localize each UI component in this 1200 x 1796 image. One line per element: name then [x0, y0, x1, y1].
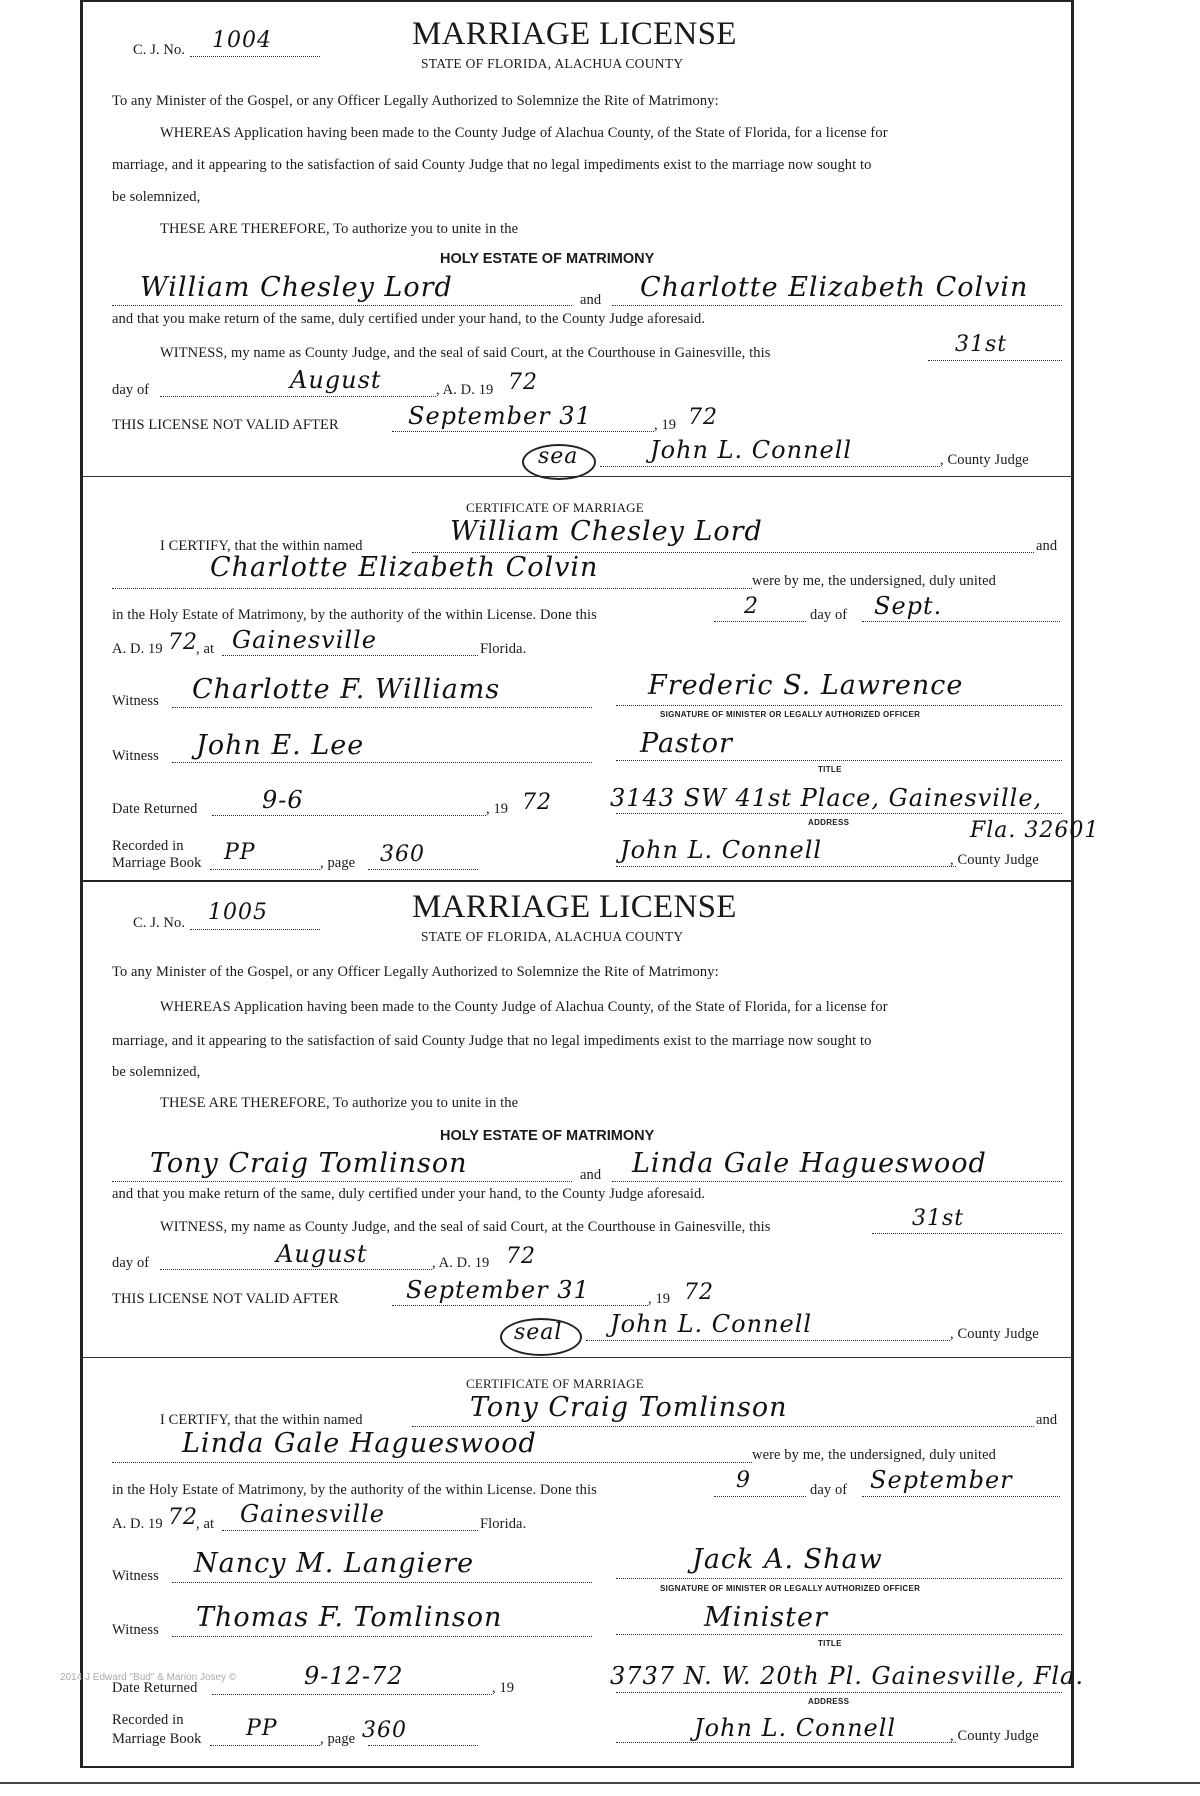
cert-bride-line: [112, 588, 752, 589]
at-label: , at: [196, 641, 215, 657]
address-caption: ADDRESS: [808, 1697, 850, 1706]
witness-day-line: [928, 360, 1062, 361]
judge-signature-2: John L. Connell: [620, 836, 823, 864]
not-valid-label: THIS LICENSE NOT VALID AFTER: [112, 1291, 339, 1307]
ad-year-2: 72: [168, 630, 198, 655]
ad-label-2: A. D. 19: [112, 1516, 163, 1532]
witness-county-line: WITNESS, my name as County Judge, and the seal of said Court, at the Courthouse in Gainesville, this: [160, 345, 771, 361]
day-of-label-2: day of: [810, 1482, 848, 1498]
dr-year: 72: [522, 790, 552, 815]
place-line: [222, 655, 478, 656]
book-page: 360: [362, 1718, 407, 1743]
witness-day: 31st: [955, 332, 1008, 357]
title-caption: TITLE: [818, 765, 842, 774]
officer-address-line: [616, 1692, 1062, 1693]
marriage-book-label: Marriage Book: [112, 855, 202, 871]
certify-label: I CERTIFY, that the within named: [160, 538, 363, 554]
witness-1-label: Witness: [112, 693, 159, 709]
not-valid-date: September 31: [408, 402, 592, 430]
officer-title-line: [616, 1634, 1062, 1635]
judge-sig-line-2: [616, 1742, 956, 1743]
florida-label: Florida.: [480, 1516, 527, 1532]
done-month-line: [862, 621, 1060, 622]
united-text: were by me, the undersigned, duly united: [752, 1447, 996, 1463]
license-year: 72: [506, 1244, 536, 1269]
marriage-book-label: Marriage Book: [112, 1731, 202, 1747]
month-line: [160, 396, 436, 397]
done-day: 9: [736, 1468, 751, 1493]
therefore-line: THESE ARE THEREFORE, To authorize you to unite in the: [160, 221, 519, 237]
done-month: September: [870, 1466, 1013, 1494]
witness-county-line: WITNESS, my name as County Judge, and the seal of said Court, at the Courthouse in Gainesville, this: [160, 1219, 771, 1235]
county-judge-label-2: , County Judge: [950, 852, 1039, 868]
cj-label: C. J. No.: [133, 42, 186, 58]
ad-label: , A. D. 19: [432, 1255, 490, 1271]
holy-estate-done-line: in the Holy Estate of Matrimony, by the authority of the within License. Done this: [112, 607, 597, 623]
marriage-book: PP: [246, 1716, 278, 1741]
recorded-in-label: Recorded in: [112, 838, 184, 854]
not-valid-label: THIS LICENSE NOT VALID AFTER: [112, 417, 339, 433]
title-caption: TITLE: [818, 1639, 842, 1648]
done-day-line: [714, 1496, 806, 1497]
witness-2-line: [172, 1636, 592, 1637]
marriage-book: PP: [224, 840, 256, 865]
officer-address-2: Fla. 32601: [970, 818, 1100, 843]
groom-line: [112, 1181, 572, 1182]
license-title: MARRIAGE LICENSE: [412, 16, 737, 52]
top-border: [83, 0, 1071, 2]
witness-2-signature: Thomas F. Tomlinson: [196, 1602, 503, 1633]
page-line: [368, 869, 478, 870]
holy-estate-heading: HOLY ESTATE OF MATRIMONY: [440, 251, 655, 267]
date-returned-label: Date Returned: [112, 801, 198, 817]
seal-text: seal: [514, 1320, 563, 1345]
witness-1-signature: Charlotte F. Williams: [192, 674, 501, 705]
witness-1-line: [172, 707, 592, 708]
judge-signature: John L. Connell: [610, 1310, 813, 1338]
officer-title: Minister: [704, 1602, 828, 1633]
cj-number: 1005: [208, 900, 268, 925]
certify-label: I CERTIFY, that the within named: [160, 1412, 363, 1428]
cert-and: and: [1036, 538, 1058, 554]
officer-title-line: [616, 760, 1062, 761]
copyright-watermark: 2014 J Edward "Bud" & Marion Josey ©: [60, 1672, 237, 1683]
judge-sig-line: [586, 1340, 950, 1341]
dr-year-prefix: , 19: [486, 801, 509, 817]
page-line: [368, 1745, 478, 1746]
whereas-line-1: WHEREAS Application having been made to the County Judge of Alachua County, of the State of Florida, for a license for: [160, 999, 888, 1015]
day-of-label: day of: [112, 1255, 150, 1271]
page-label: , page: [320, 1731, 356, 1747]
cj-label: C. J. No.: [133, 915, 186, 931]
at-label: , at: [196, 1516, 215, 1532]
witness-2-signature: John E. Lee: [196, 730, 365, 761]
cert-bride-name: Charlotte Elizabeth Colvin: [210, 552, 599, 583]
page-label: , page: [320, 855, 356, 871]
judge-signature-2: John L. Connell: [694, 1714, 897, 1742]
done-day: 2: [744, 594, 759, 619]
cert-and: and: [1036, 1412, 1058, 1428]
whereas-line-3: be solemnized,: [112, 1064, 201, 1080]
not-valid-line: [392, 431, 654, 432]
seal-text: sea: [538, 444, 579, 469]
not-valid-date: September 31: [406, 1276, 590, 1304]
not-valid-line: [392, 1305, 648, 1306]
marriage-place: Gainesville: [232, 626, 377, 654]
book-line: [210, 869, 320, 870]
license-title: MARRIAGE LICENSE: [412, 889, 737, 925]
done-month-line: [862, 1496, 1060, 1497]
witness-2-label: Witness: [112, 748, 159, 764]
not-valid-year-prefix: , 19: [648, 1291, 671, 1307]
witness-1-signature: Nancy M. Langiere: [194, 1548, 475, 1579]
officer-sig-line: [616, 1578, 1062, 1579]
united-text: were by me, the undersigned, duly united: [752, 573, 996, 589]
page-bottom-line: [0, 1782, 1200, 1784]
whereas-line-2: marriage, and it appearing to the satisfaction of said County Judge that no legal impediments exist to the marriage now sought to: [112, 157, 872, 173]
date-returned-line: [212, 1694, 492, 1695]
florida-label: Florida.: [480, 641, 527, 657]
officer-sig-line: [616, 705, 1062, 706]
officer-title: Pastor: [640, 728, 733, 759]
place-line: [222, 1530, 478, 1531]
groom-name: William Chesley Lord: [140, 272, 453, 303]
holy-estate-done-line: in the Holy Estate of Matrimony, by the authority of the within License. Done this: [112, 1482, 597, 1498]
done-day-line: [714, 621, 806, 622]
certificate-title: CERTIFICATE OF MARRIAGE: [466, 500, 644, 515]
book-page: 360: [380, 842, 425, 867]
address-line: To any Minister of the Gospel, or any Officer Legally Authorized to Solemnize the Rite of Matrimony:: [112, 93, 719, 109]
witness-day: 31st: [912, 1206, 965, 1231]
cert-groom-name: Tony Craig Tomlinson: [470, 1392, 788, 1423]
ad-label-2: A. D. 19: [112, 641, 163, 657]
not-valid-year: 72: [684, 1280, 714, 1305]
not-valid-year: 72: [688, 405, 718, 430]
county-judge-label: , County Judge: [940, 452, 1029, 468]
whereas-line-3: be solemnized,: [112, 189, 201, 205]
judge-sig-line: [600, 466, 940, 467]
not-valid-year-prefix: , 19: [654, 417, 677, 433]
cert-groom-name: William Chesley Lord: [450, 516, 763, 547]
officer-address-line: [616, 813, 1062, 814]
ad-year-2: 72: [168, 1505, 198, 1530]
officer-caption: SIGNATURE OF MINISTER OR LEGALLY AUTHORIZED OFFICER: [660, 710, 921, 719]
holy-estate-heading: HOLY ESTATE OF MATRIMONY: [440, 1128, 655, 1144]
license-separator: [83, 880, 1071, 882]
officer-address: 3143 SW 41st Place, Gainesville,: [610, 784, 1043, 812]
marriage-place: Gainesville: [240, 1500, 385, 1528]
license-subtitle: STATE OF FLORIDA, ALACHUA COUNTY: [421, 56, 684, 71]
judge-signature: John L. Connell: [650, 436, 853, 464]
county-judge-label: , County Judge: [950, 1326, 1039, 1342]
bride-name: Charlotte Elizabeth Colvin: [640, 272, 1029, 303]
witness-day-line: [872, 1233, 1062, 1234]
county-judge-label-2: , County Judge: [950, 1728, 1039, 1744]
cj-line: [190, 929, 320, 930]
recorded-in-label: Recorded in: [112, 1712, 184, 1728]
done-month: Sept.: [874, 592, 943, 620]
officer-caption: SIGNATURE OF MINISTER OR LEGALLY AUTHORIZED OFFICER: [660, 1584, 921, 1593]
ad-label: , A. D. 19: [436, 382, 494, 398]
license-month: August: [276, 1240, 368, 1268]
cert-bride-line: [112, 1462, 752, 1463]
witness-2-label: Witness: [112, 1622, 159, 1638]
address-caption: ADDRESS: [808, 818, 850, 827]
return-line: and that you make return of the same, duly certified under your hand, to the County Judge aforesaid.: [112, 311, 706, 327]
witness-1-label: Witness: [112, 1568, 159, 1584]
cj-line: [190, 56, 320, 57]
certificate-title: CERTIFICATE OF MARRIAGE: [466, 1376, 644, 1391]
whereas-line-2: marriage, and it appearing to the satisfaction of said County Judge that no legal impediments exist to the marriage now sought to: [112, 1033, 872, 1049]
bride-name: Linda Gale Hagueswood: [632, 1148, 987, 1179]
officer-address: 3737 N. W. 20th Pl. Gainesville, Fla.: [610, 1662, 1084, 1690]
cert-groom-line: [412, 1426, 1034, 1427]
bride-line: [612, 1181, 1062, 1182]
groom-line: [112, 305, 572, 306]
license-2-divider: [83, 1357, 1071, 1358]
address-line: To any Minister of the Gospel, or any Officer Legally Authorized to Solemnize the Rite of Matrimony:: [112, 964, 719, 980]
cert-bride-name: Linda Gale Hagueswood: [182, 1428, 537, 1459]
groom-name: Tony Craig Tomlinson: [150, 1148, 468, 1179]
date-returned: 9-6: [262, 786, 304, 814]
officer-signature: Frederic S. Lawrence: [648, 670, 964, 701]
book-line: [210, 1745, 320, 1746]
cj-number: 1004: [212, 28, 272, 53]
return-line: and that you make return of the same, duly certified under your hand, to the County Judge aforesaid.: [112, 1186, 706, 1202]
witness-2-line: [172, 762, 592, 763]
officer-signature: Jack A. Shaw: [692, 1544, 883, 1575]
witness-1-line: [172, 1582, 592, 1583]
and-word: and: [580, 292, 602, 308]
dr-year-prefix: , 19: [492, 1680, 515, 1696]
day-of-label: day of: [112, 382, 150, 398]
license-subtitle: STATE OF FLORIDA, ALACHUA COUNTY: [421, 929, 684, 944]
bottom-border: [83, 1766, 1071, 1768]
and-word: and: [580, 1167, 602, 1183]
day-of-label-2: day of: [810, 607, 848, 623]
license-month: August: [290, 366, 382, 394]
date-returned: 9-12-72: [304, 1662, 404, 1690]
date-returned-label: Date Returned: [112, 1680, 198, 1696]
judge-sig-line-2: [616, 866, 956, 867]
bride-line: [612, 305, 1062, 306]
whereas-line-1: WHEREAS Application having been made to the County Judge of Alachua County, of the State of Florida, for a license for: [160, 125, 888, 141]
therefore-line: THESE ARE THEREFORE, To authorize you to unite in the: [160, 1095, 519, 1111]
date-returned-line: [212, 815, 486, 816]
month-line: [160, 1269, 432, 1270]
license-year: 72: [508, 370, 538, 395]
